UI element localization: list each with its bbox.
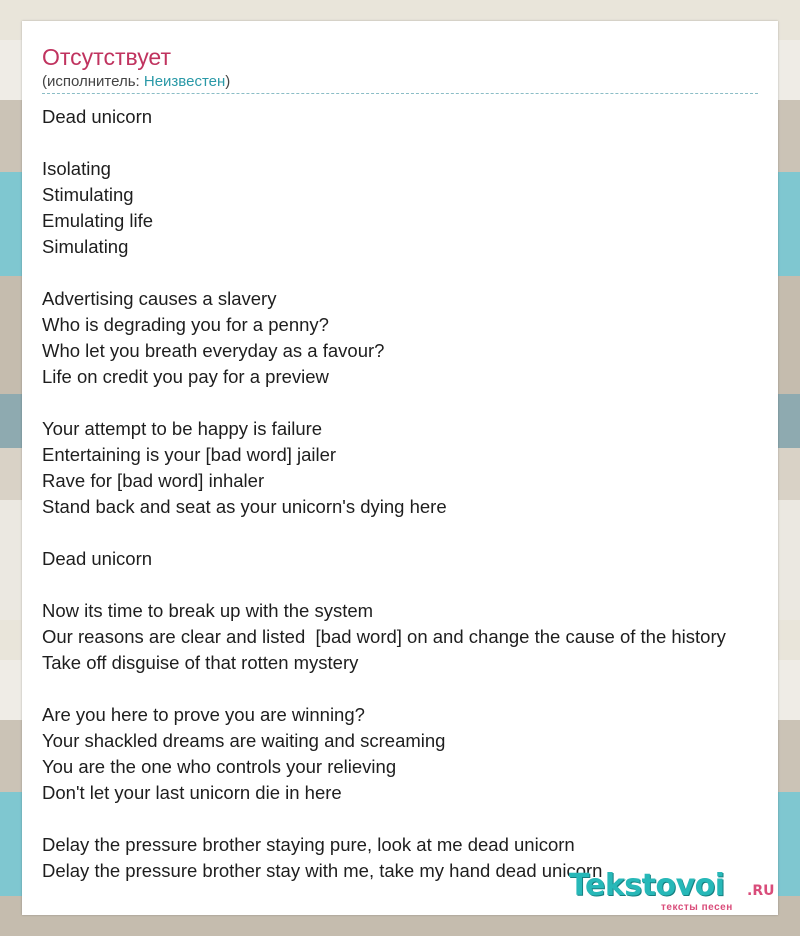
performer-link[interactable]: Неизвестен xyxy=(143,73,226,90)
performer-prefix: (исполнитель: xyxy=(42,73,144,90)
song-title: Отсутствует xyxy=(42,44,171,70)
lyrics-text: Dead unicorn Isolating Stimulating Emulating life Simulating Advertising causes a slavery Who is degrading you for a penny? Who let you breath everyday as a favour? Life on credit you pay for a preview Your attempt to be happy is failure Entertaining is your [bad word] jailer Rave for [bad word] inhaler Stand back and seat as your unicorn's dying here Dead unicorn Now its time to break up with the system Our reasons are clear and listed [bad word] on and change the cause of the history Take off disguise of that rotten mystery Are you here to prove you are winning? Your shackled dreams are waiting and screaming You are the one who controls your relieving Don't let your last unicorn die in here Delay the pressure brother staying pure, look at me dead unicorn Delay the pressure brother stay with me, take my hand dead unicorn xyxy=(42,106,726,881)
site-logo[interactable] xyxy=(569,869,779,915)
lyrics-card xyxy=(22,21,778,915)
title-divider xyxy=(42,93,758,94)
performer-line xyxy=(42,73,230,91)
logo-tld: .RU xyxy=(747,883,775,899)
performer-suffix: ) xyxy=(225,73,231,90)
logo-name: Tekstovoi xyxy=(569,868,725,903)
logo-tagline: тексты песен xyxy=(661,902,733,913)
